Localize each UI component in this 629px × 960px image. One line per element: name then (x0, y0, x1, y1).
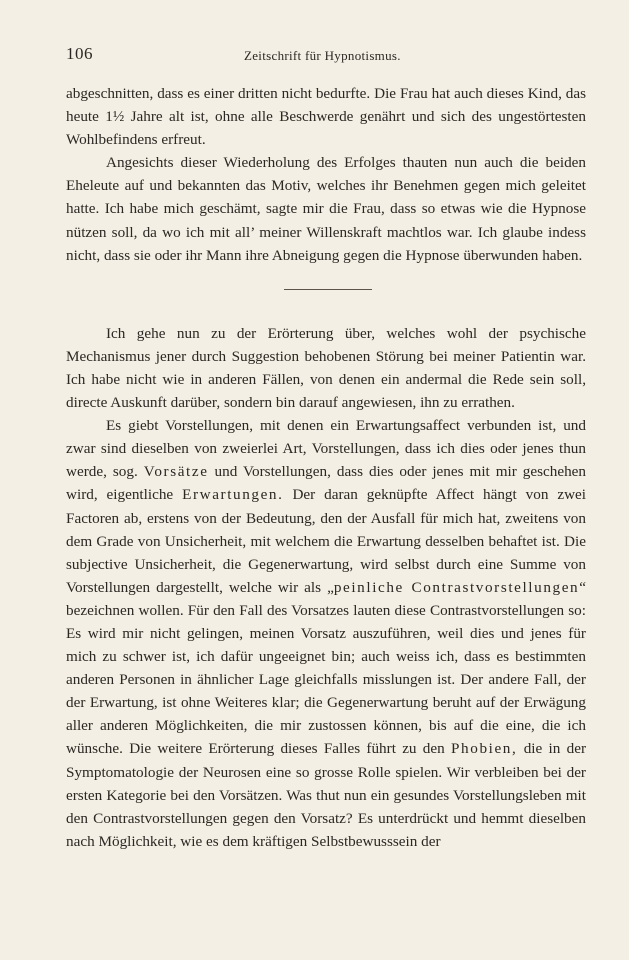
section-divider (284, 289, 372, 290)
document-page (66, 44, 586, 853)
text-run: Der daran geknüpfte Affect hängt von zwei Factoren ab, erstens von der Bedeutung, den der Ausfall für mich hat, zweitens von dem Grade von Unsicherheit, mit welchem die Erwartung desselben behaftet ist. Die subjective Unsicherheit, die Gegenerwartung, wird selbst durch eine Summe von Vorstellungen dargestellt, welche wir als „ (66, 486, 587, 596)
paragraph: Ich gehe nun zu der Erörterung über, welches wohl der psychische Mechanismus jener durch Suggestion behobenen Störung bei meiner Patientin war. Ich habe nicht wie in anderen Fällen, von denen ein andermal die Rede sein soll, directe Auskunft darüber, sondern bin darauf angewiesen, ihn zu errathen. (66, 324, 586, 412)
paragraph: abgeschnitten, dass es einer dritten nicht bedurfte. Die Frau hat auch dieses Kind, das heute 1½ Jahre alt ist, ohne alle Beschwerde genährt und sich des ungestörtesten Wohlbefindens erfreut. (66, 85, 586, 149)
paragraph (66, 414, 586, 853)
text-run: und Vorstellungen, dass dies oder jenes mit mir geschehen wird, eigentliche (66, 463, 587, 504)
paragraph: Angesichts dieser Wiederholung des Erfolges thauten nun auch die beiden Eheleute auf und bekannten das Motiv, welches ihr Benehmen gegen mich geleitet hatte. Ich habe mich geschämt, sagte mir die Frau, dass so etwas wie die Hypnose nützen soll, da wo ich mit all’ meiner Willenskraft machtlos war. Ich glaube indess nicht, dass sie oder ihr Mann ihre Abneigung gegen die Hypnose überwunden haben. (66, 154, 586, 264)
text-run: die in der Symptomatologie der Neurosen eine so grosse Rolle spielen. Wir verbleiben bei der ersten Kategorie bei den Vorsätzen. Was thut nun ein gesundes Vorstellungsleben mit den Contrastvorstellungen gegen den Vorsatz? Es unterdrückt und hemmt dieselben nach Möglichkeit, wie es dem kräftigen Selbstbewusssein der (66, 740, 586, 850)
section-one (66, 82, 586, 267)
text-run: Es giebt Vorstellungen, mit denen ein Erwartungsaffect verbunden ist, und zwar sind dieselben von zweierlei Art, Vorstellungen, dass ich dies oder jenes thun werde, sog. (66, 417, 586, 481)
running-title: Zeitschrift für Hypnotismus. (244, 48, 401, 63)
text-run: “ bezeichnen wollen. Für den Fall des Vorsatzes lauten diese Contrastvorstellungen so: Es wird mir nicht gelingen, meinen Vorsatz auszuführen, weil dies und jenes für mich zu schwer ist, ich dafür ungeeignet bin; auch weiss ich, dass es bestimmten anderen Personen in ähnlicher Lage gleichfalls misslungen ist. Der andere Fall, der der Erwartung, ist ohne Weiteres klar; die Gegenerwartung beruht auf der Erwägung aller anderen Möglichkeiten, die mir zustossen können, bis auf die eine, die ich wünsche. Die weitere Erörterung dieses Falles führt zu den (66, 578, 586, 758)
page-number: 106 (66, 44, 93, 63)
emphasis-term: Vorsätze (143, 463, 209, 481)
page-header (66, 44, 586, 72)
emphasis-term: Phobien, (451, 740, 518, 758)
emphasis-term: Erwartungen. (182, 486, 284, 504)
section-two (66, 322, 586, 853)
emphasis-term: peinliche Contrastvorstellungen (333, 578, 580, 596)
